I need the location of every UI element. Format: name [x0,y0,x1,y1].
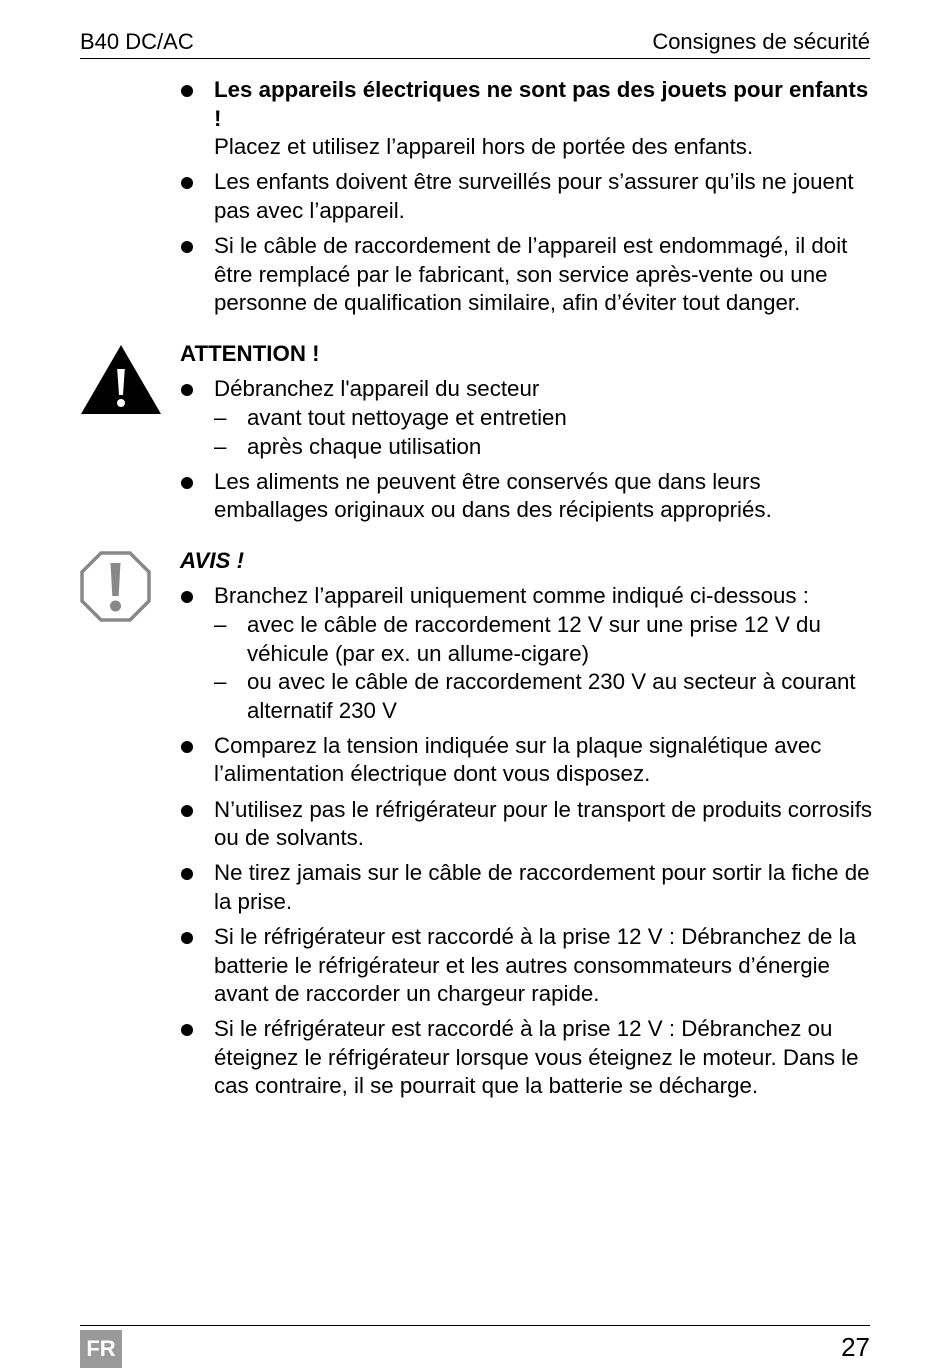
list-item-title: Les appareils électriques ne sont pas des jouets pour enfants ! [214,77,869,131]
list-item [180,76,875,162]
language-badge: FR [80,1330,122,1368]
list-item-text: Placez et utilisez l’appareil hors de portée des enfants. [214,134,754,160]
list-item [180,796,875,853]
list-item-text: Branchez l’appareil uniquement comme indiqué ci-dessous : [214,583,809,609]
list-item [180,168,875,225]
list-item-text: N’utilisez pas le réfrigérateur pour le transport de produits corrosifs ou de solvants. [214,796,873,851]
attention-heading: ATTENTION ! [180,340,320,366]
page-footer [80,1325,870,1370]
list-item-text: Si le réfrigérateur est raccordé à la prise 12 V : Débranchez de la batterie le réfrigérateur et les autres consommateurs d’énergie avant de raccorder un chargeur rapide. [214,923,856,1007]
list-item [180,1015,875,1101]
list-item [180,468,875,525]
avis-section [180,547,875,1101]
section-title: Consignes de sécurité [652,29,870,54]
list-item-text: Débranchez l'appareil du secteur [214,376,540,402]
attention-section [180,340,875,525]
page-header [80,26,870,59]
page-number: 27 [841,1332,870,1362]
sub-list-item: – avec le câble de raccordement 12 V sur une prise 12 V du véhicule (par ex. un allume-cigare) [214,611,875,668]
list-item [180,923,875,1009]
avis-list [180,582,875,1101]
avis-heading: AVIS ! [180,547,245,573]
sub-list-item: – avant tout nettoyage et entretien [214,404,875,433]
list-item-text: Ne tirez jamais sur le câble de raccordement pour sortir la fiche de la prise. [214,860,870,914]
intro-list [180,76,875,318]
notice-octagon-icon [80,551,151,622]
list-item [180,375,875,461]
list-item [180,859,875,916]
sub-list-item: – ou avec le câble de raccordement 230 V au secteur à courant alternatif 230 V [214,668,875,725]
list-item-text: Les enfants doivent être surveillés pour s’assurer qu’ils ne jouent pas avec l’appareil. [214,169,854,223]
list-item [180,232,875,318]
attention-list [180,375,875,524]
warning-triangle-icon [80,343,162,415]
list-item-text: Les aliments ne peuvent être conservés que dans leurs emballages originaux ou dans des récipients appropriés. [214,468,772,523]
sub-list-item: – après chaque utilisation [214,433,875,462]
list-item-text: Si le câble de raccordement de l’appareil est endommagé, il doit être remplacé par le fabricant, son service après-vente ou une personne de qualification similaire, afin d’éviter tout danger. [214,232,848,316]
list-item-text: Comparez la tension indiquée sur la plaque signalétique avec l’alimentation électrique dont vous disposez. [214,732,822,787]
sub-list [214,611,875,725]
model-name: B40 DC/AC [80,29,194,54]
sub-list [214,404,875,461]
safety-content [180,76,875,1108]
list-item [180,732,875,789]
list-item-text: Si le réfrigérateur est raccordé à la prise 12 V : Débranchez ou éteignez le réfrigérateur lorsque vous éteignez le moteur. Dans le cas contraire, il se pourrait que la batterie se décharge. [214,1016,859,1099]
list-item [180,582,875,725]
